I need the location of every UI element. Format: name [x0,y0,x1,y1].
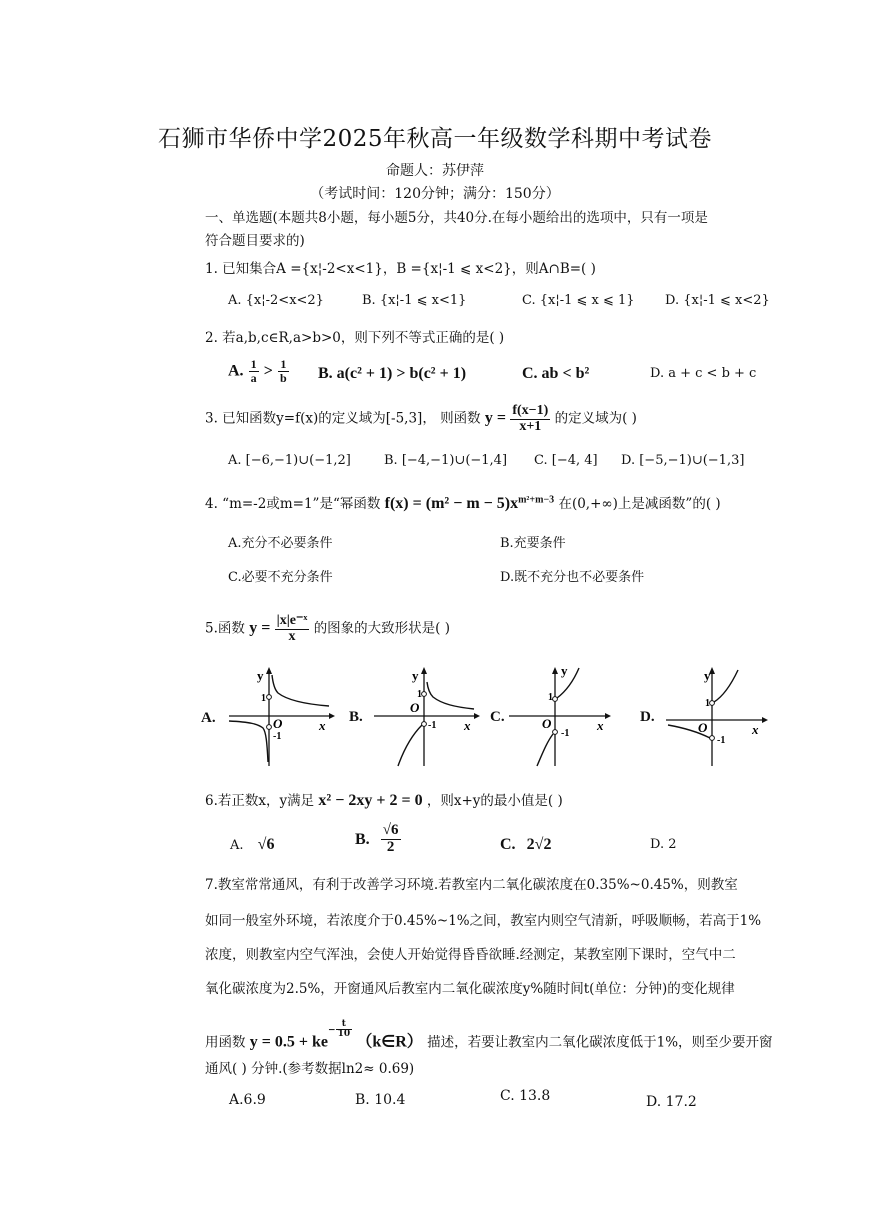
q6-b-frac: $\frac{√6}{2}$ [382,822,399,855]
q7-line4: 氧化碳浓度为2.5%，开窗通风后教室内二氧化碳浓度y%随时间t(单位：分钟)的变化规律 [205,981,735,997]
tick-label-pos: 1 [705,698,710,709]
q6-stem-pre: 6.若正数x，y满足 [205,793,315,809]
exam-info: （考试时间：120分钟；满分：150分） [310,186,560,202]
open-point-1 [553,697,558,702]
y-axis-label: y [412,668,419,683]
q3-stem [205,404,637,434]
q1-option-c: C. {x¦-1 ⩽ x ⩽ 1} [522,293,635,308]
q7-option-b: B. 10.4 [355,1092,406,1108]
open-point-1 [267,695,272,700]
curve-left [537,734,553,766]
q6-a-label: A. [230,838,244,853]
q7-line5 [205,1020,773,1051]
q5-graph-d-label: D. [640,709,655,725]
q1-stem: 1. 已知集合A ={x¦-2<x<1}，B ={x¦-1 ⩽ x<2}，则A∩B=( ) [205,261,596,277]
open-point-neg1 [710,736,715,741]
q2-option-b: B. a(c² + 1) > b(c² + 1) [318,365,467,382]
q7-func-exp: − $\frac{t}{10}$ [328,1019,351,1040]
x-axis-arrow [605,713,611,719]
exam-title: 石狮市华侨中学2025年秋高一年级数学科期中考试卷 [157,126,713,152]
origin-label: O [698,720,708,735]
q6-c-label: C. [500,836,516,853]
q4-stem-pre: 4. “m=-2或m=1”是“幂函数 [205,496,381,512]
q5-func-lhs: y = [249,619,271,637]
q6-option-b [355,823,401,856]
q3-stem-post: 的定义域为( ) [554,410,637,427]
x-axis-arrow [762,717,768,723]
origin-label: O [542,716,552,731]
x-axis-label: x [597,718,604,733]
tick-label-neg: -1 [273,731,282,742]
q6-a-value: √6 [257,836,275,853]
y-axis-label: y [561,663,568,678]
q4-option-b: B.充要条件 [500,536,566,551]
q6-c-value: 2√2 [526,836,552,853]
curve-right [427,682,474,709]
tick-label-neg: -1 [428,720,437,731]
q5-graph-b [370,662,482,770]
q2-a-frac2: $\frac{1}{b}$ [279,357,287,385]
q7-func: y = 0.5 + ke [249,1033,329,1051]
q4-func: f(x) = (m² − m − 5)x [384,495,519,512]
tick-label-neg: -1 [717,735,726,746]
q7-line5-post: 描述，若要让教室内二氧化碳浓度低于1%，则至少要开窗 [427,1034,773,1051]
y-axis-arrow [421,667,427,674]
q5-graph-a [225,662,337,770]
curve-right [714,670,738,702]
tick-label-pos: 1 [417,689,422,700]
q7-option-c: C. 13.8 [500,1088,551,1104]
q4-stem [205,492,721,513]
q7-option-d: D. 17.2 [646,1094,697,1110]
x-axis-label: x [464,718,471,733]
q3-option-c: C. [−4, 4] [534,453,598,468]
y-axis-arrow [266,667,272,674]
q7-line5-pre: 用函数 [205,1034,246,1051]
q5-graph-c [505,662,617,770]
q4-option-d: D.既不充分也不必要条件 [500,570,645,585]
q2-a-frac1: $\frac{1}{a}$ [250,357,257,385]
q5-stem-post: 的图象的大致形状是( ) [313,620,451,637]
q2-stem: 2. 若a,b,c∈R,a>b>0，则下列不等式正确的是( ) [205,330,505,346]
q3-option-b: B. [−4,−1)∪(−1,4] [384,453,508,468]
q7-func-tail: （k∈R） [356,1033,423,1051]
q5-stem-pre: 5.函数 [205,620,245,637]
q5-stem [205,614,450,644]
q5-graph-a-label: A. [201,710,216,726]
curve-left [398,725,422,766]
q6-option-d: D. 2 [650,837,677,852]
section-heading-line2: 符合题目要求的) [205,233,305,249]
q2-a-label: A. [228,362,244,380]
curve-right [272,675,329,706]
curve-left [229,721,268,762]
x-axis-label: x [319,718,326,733]
tick-label-neg: -1 [561,728,570,739]
q7-line2: 如同一般室外环境，若浓度介于0.45%~1%之间，教室内则空气清新，呼吸顺畅，若高于1% [205,913,762,929]
q3-option-a: A. [−6,−1)∪(−1,2] [228,453,351,468]
y-axis-label: y [704,668,711,683]
x-axis-label: x [752,722,759,737]
q6-equation: x² − 2xy + 2 = 0 [318,792,423,809]
q4-option-a: A.充分不必要条件 [228,536,333,551]
y-axis-label: y [257,668,264,683]
q4-func-exp: m²+m−3 [518,494,555,506]
q2-option-a [228,358,289,384]
q2-option-c: C. ab < b² [522,365,590,382]
section-heading-line1: 一、单选题(本题共8小题，每小题5分，共40分.在每小题给出的选项中，只有一项是 [205,210,708,226]
q3-stem-pre: 3. 已知函数y=f(x)的定义域为[-5,3]， 则函数 [205,410,481,427]
q6-option-c [500,834,551,854]
tick-label-pos: 1 [548,692,553,703]
x-axis-arrow [329,713,335,719]
open-point-neg1 [422,722,427,727]
q4-option-c: C.必要不充分条件 [228,570,333,585]
q7-line1: 7.教室常常通风，有利于改善学习环境.若教室内二氧化碳浓度在0.35%~0.45%，则教室 [205,877,738,893]
q5-graph-b-label: B. [349,709,363,725]
open-point-neg1 [553,730,558,735]
q1-option-b: B. {x¦-1 ⩽ x<1} [362,293,467,308]
q3-func-frac: $\frac{f(x-1)}{x+1}$ [512,403,549,434]
q6-stem-post: ，则x+y的最小值是( ) [426,793,563,809]
origin-label: O [410,700,420,715]
q2-option-d: D. a + c < b + c [650,366,757,381]
q5-func-frac: $\frac{\text{|x|e⁻ˣ}}{x}$ [276,613,308,644]
open-point-1 [422,692,427,697]
q3-option-d: D. [−5,−1)∪(−1,3] [621,453,745,468]
q6-stem [205,789,563,810]
q2-a-rel: > [263,362,273,380]
x-axis-arrow [474,713,480,719]
origin-label: O [273,716,283,731]
q1-option-a: A. {x¦-2<x<2} [228,293,324,308]
q5-graph-d [660,662,772,770]
open-point-neg1 [267,725,272,730]
q5-graph-c-label: C. [490,709,505,725]
q1-option-d: D. {x¦-1 ⩽ x<2} [665,293,770,308]
q7-line3: 浓度，则教室内空气浑浊，会使人开始觉得昏昏欲睡.经测定，某教室刚下课时，空气中二 [205,947,736,963]
y-axis-arrow [552,667,558,674]
tick-label-pos: 1 [261,693,266,704]
q3-func-lhs: y = [484,409,507,427]
q7-option-a: A.6.9 [229,1092,266,1108]
q6-b-label: B. [355,830,370,848]
q4-stem-post: 在(0,+∞)上是减函数”的( ) [558,496,721,512]
exam-author: 命题人：苏伊萍 [386,163,484,179]
q6-option-a [230,836,274,854]
open-point-1 [710,701,715,706]
q7-line6: 通风( ) 分钟.(参考数据ln2≈ 0.69) [205,1061,415,1077]
